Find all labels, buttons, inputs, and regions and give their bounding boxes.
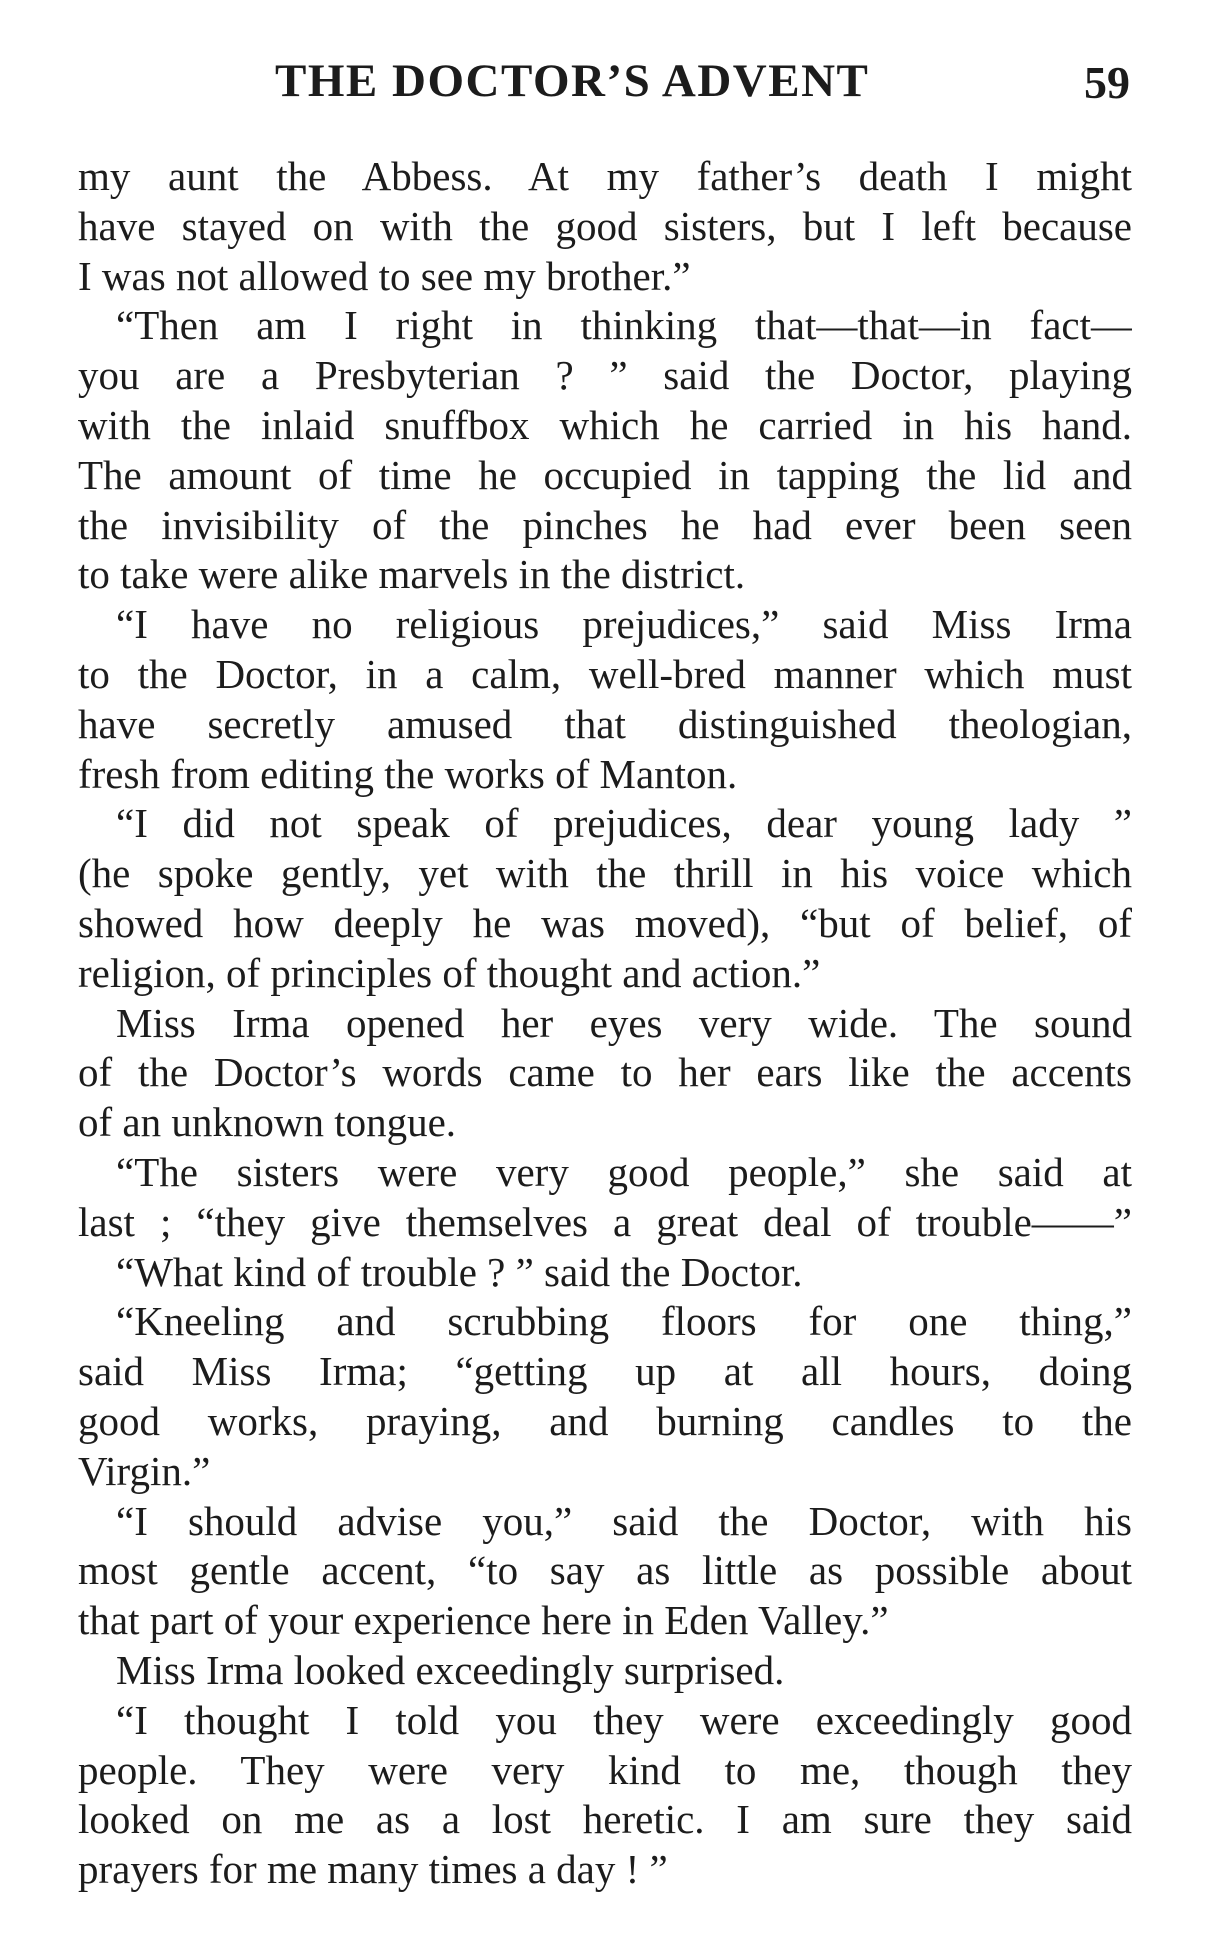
text-line: have stayed on with the good sisters, but I left because	[78, 202, 1132, 249]
text-line: last ; “they give themselves a great deal of trouble——”	[78, 1198, 1132, 1245]
text-line: religion, of principles of thought and action.”	[78, 949, 821, 996]
text-line: Virgin.”	[78, 1447, 211, 1494]
text-line: have secretly amused that distinguished theologian,	[78, 700, 1132, 747]
text-line: “Kneeling and scrubbing floors for one thing,”	[116, 1298, 1132, 1345]
text-line: the invisibility of the pinches he had ever been seen	[78, 501, 1132, 548]
body-text	[78, 152, 1132, 1895]
text-line: you are a Presbyterian ? ” said the Doctor, playing	[78, 352, 1132, 399]
page-number: 59	[1084, 57, 1130, 108]
text-line: Miss Irma looked exceedingly surprised.	[116, 1646, 785, 1693]
text-line: good works, praying, and burning candles to the	[78, 1397, 1132, 1444]
text-line: prayers for me many times a day ! ”	[78, 1846, 668, 1893]
text-line: with the inlaid snuffbox which he carried in his hand.	[78, 401, 1132, 448]
text-line: of the Doctor’s words came to her ears like the accents	[78, 1049, 1132, 1096]
text-line: fresh from editing the works of Manton.	[78, 750, 738, 797]
text-line: “I have no religious prejudices,” said Miss Irma	[116, 601, 1132, 648]
text-line: “Then am I right in thinking that—that—in fact—	[116, 302, 1132, 349]
text-line: The amount of time he occupied in tapping the lid and	[78, 451, 1132, 498]
running-title: THE DOCTOR’S ADVENT	[275, 55, 870, 107]
text-line: Miss Irma opened her eyes very wide. The sound	[116, 999, 1132, 1046]
text-line: people. They were very kind to me, though they	[78, 1746, 1132, 1793]
text-line: “I did not speak of prejudices, dear young lady ”	[116, 800, 1132, 847]
text-line: I was not allowed to see my brother.”	[78, 252, 691, 299]
text-line: to the Doctor, in a calm, well-bred manner which must	[78, 650, 1132, 697]
text-line: said Miss Irma; “getting up at all hours, doing	[78, 1348, 1132, 1395]
text-line: looked on me as a lost heretic. I am sure they said	[78, 1796, 1132, 1843]
text-line: of an unknown tongue.	[78, 1099, 457, 1146]
text-line: showed how deeply he was moved), “but of belief, of	[78, 899, 1132, 946]
text-line: most gentle accent, “to say as little as possible about	[78, 1547, 1132, 1594]
text-line: “I thought I told you they were exceedingly good	[116, 1696, 1132, 1743]
text-line: “The sisters were very good people,” she said at	[116, 1148, 1132, 1195]
text-line: to take were alike marvels in the district.	[78, 551, 746, 598]
text-line: my aunt the Abbess. At my father’s death I might	[78, 153, 1132, 199]
text-line: “I should advise you,” said the Doctor, with his	[116, 1497, 1132, 1544]
text-line: “What kind of trouble ? ” said the Doctor.	[116, 1248, 803, 1295]
running-head	[80, 54, 1130, 114]
text-line: (he spoke gently, yet with the thrill in his voice which	[78, 850, 1132, 897]
text-line: that part of your experience here in Eden Valley.”	[78, 1597, 889, 1644]
